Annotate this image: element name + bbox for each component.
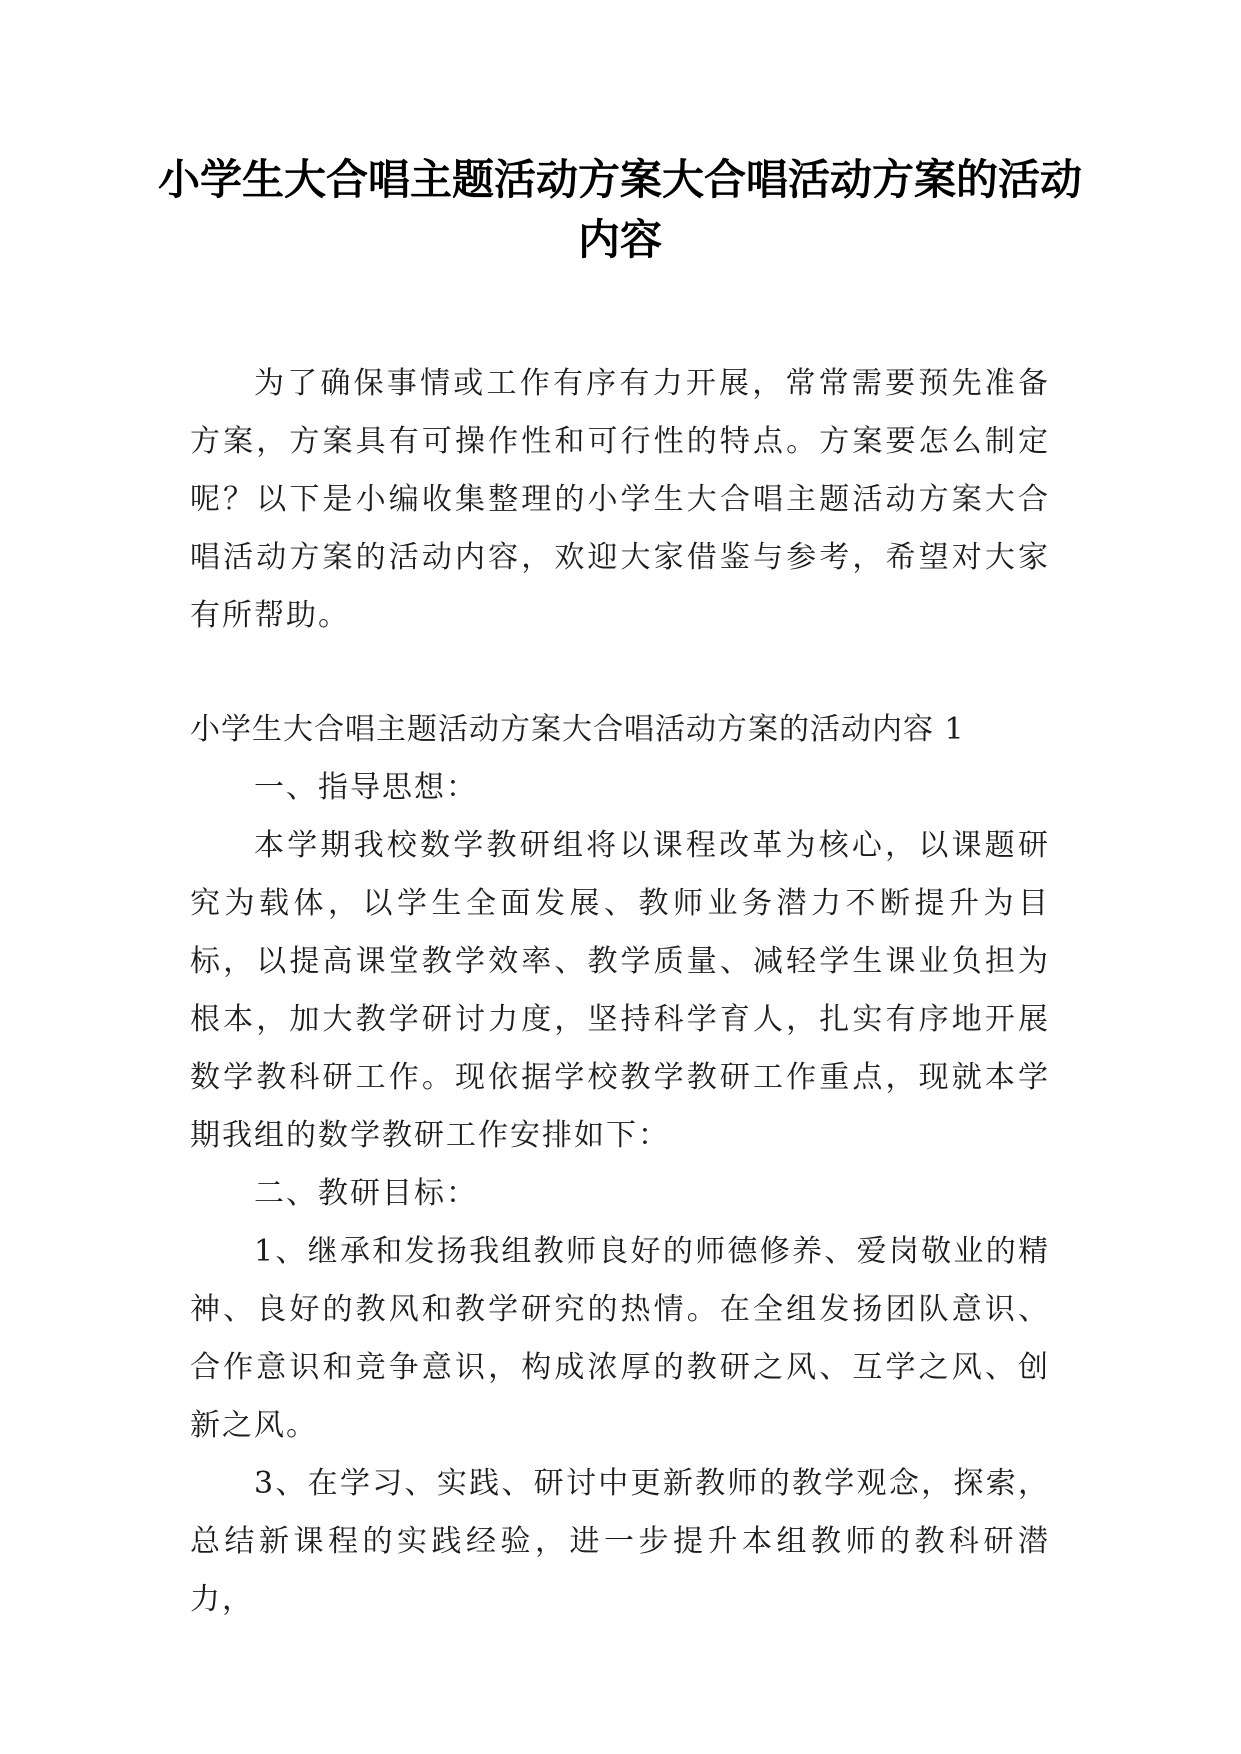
heading-research-goals: 二、教研目标： — [254, 1176, 478, 1211]
document-title: 小学生大合唱主题活动方案大合唱活动方案的活动内容 — [157, 155, 1082, 264]
document-body — [190, 355, 1050, 1629]
intro-paragraph: 为了确保事情或工作有序有力开展，常常需要预先准备方案，方案具有可操作性和可行性的特点。方案要怎么制定呢？以下是小编收集整理的小学生大合唱主题活动方案大合唱活动方案的活动内容，欢迎大家借鉴与参考，希望对大家有所帮助。 — [190, 366, 1050, 633]
goal-item-1: 1、继承和发扬我组教师良好的师德修养、爱岗敬业的精神、良好的教风和教学研究的热情。在全组发扬团队意识、合作意识和竞争意识，构成浓厚的教研之风、互学之风、创新之风。 — [190, 1234, 1050, 1443]
paragraph-guiding-ideology: 本学期我校数学教研组将以课程改革为核心，以课题研究为载体，以学生全面发展、教师业务潜力不断提升为目标，以提高课堂教学效率、教学质量、减轻学生课业负担为根本，加大教学研讨力度，坚持科学育人，扎实有序地开展数学教科研工作。现依据学校教学教研工作重点，现就本学期我组的数学教研工作安排如下： — [190, 828, 1050, 1153]
goal-item-3: 3、在学习、实践、研讨中更新教师的教学观念，探索，总结新课程的实践经验，进一步提升本组教师的教科研潜力， — [190, 1466, 1050, 1617]
section-title: 小学生大合唱主题活动方案大合唱活动方案的活动内容 1 — [190, 712, 965, 747]
heading-guiding-ideology: 一、指导思想： — [254, 770, 478, 805]
